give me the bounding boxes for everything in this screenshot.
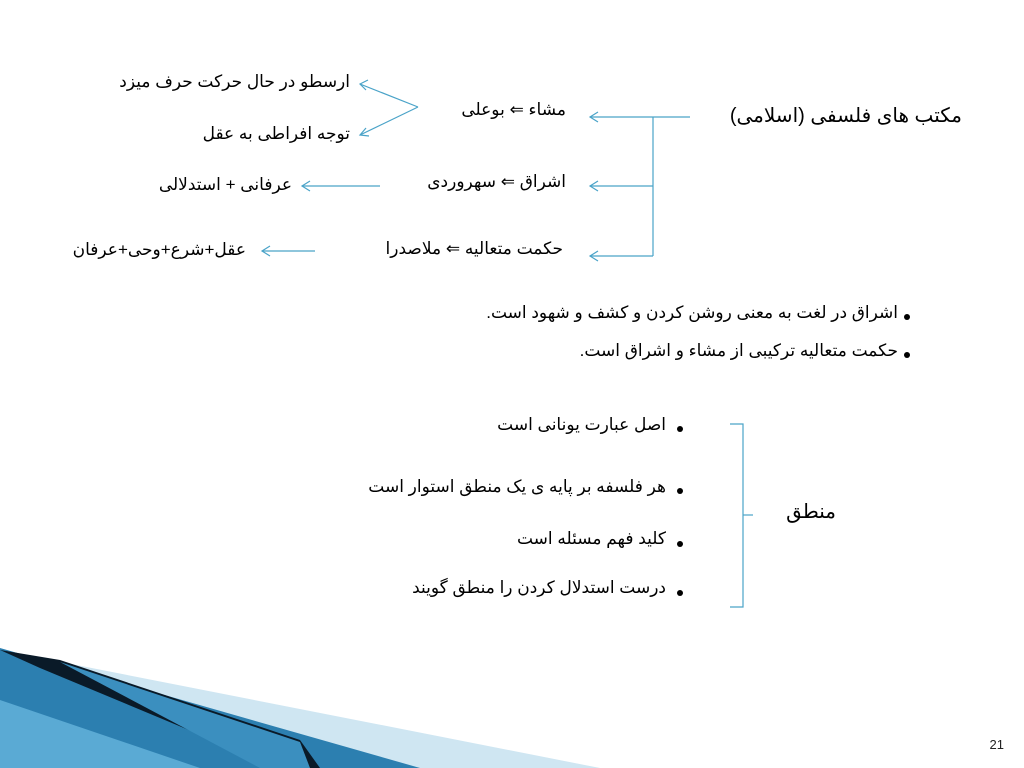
implies-arrow-icon: ⇐ — [500, 172, 515, 191]
mantiq-item-2: هر فلسفه بر پایه ی یک منطق استوار است — [368, 477, 666, 496]
decorative-wedge — [0, 648, 600, 768]
bullet-ishraq-definition: اشراق در لغت به معنی روشن کردن و کشف و شهود است. — [486, 303, 898, 322]
mantiq-item-3: کلید فهم مسئله است — [516, 529, 666, 548]
mantiq-item-1: اصل عبارت یونانی است — [497, 415, 666, 434]
masha-note-1: ارسطو در حال حرکت حرف میزد — [119, 72, 350, 91]
bullet-dot — [904, 352, 910, 358]
school-hekmat-person: ملاصدرا — [385, 239, 442, 258]
school-masha-label: مشاء — [528, 100, 566, 119]
school-ishraq — [427, 172, 566, 192]
school-masha — [461, 100, 566, 120]
school-hekmat — [386, 239, 563, 259]
mantiq-title: منطق — [786, 501, 836, 523]
page-number: 21 — [989, 737, 1004, 752]
implies-arrow-icon: ⇐ — [445, 239, 461, 258]
bullet-dot — [904, 314, 910, 320]
implies-arrow-icon: ⇐ — [509, 100, 524, 119]
masha-note-2: توجه افراطی به عقل — [202, 124, 350, 143]
school-ishraq-label: اشراق — [519, 172, 566, 191]
school-ishraq-person: سهروردی — [427, 172, 497, 191]
bullet-dot — [677, 590, 683, 596]
root-title: مکتب های فلسفی (اسلامی) — [729, 105, 962, 127]
hekmat-note: عقل+شرع+وحی+عرفان — [72, 240, 246, 259]
school-masha-person: بوعلی — [461, 100, 505, 119]
ishraq-note: عرفانی + استدلالی — [158, 175, 292, 194]
bullet-dot — [677, 488, 683, 494]
bullet-hekmat-definition: حکمت متعالیه ترکیبی از مشاء و اشراق است. — [579, 341, 898, 360]
bullet-dot — [677, 426, 683, 432]
school-hekmat-label: حکمت متعالیه — [464, 239, 563, 258]
bullet-dot — [677, 541, 683, 547]
mantiq-item-4: درست استدلال کردن را منطق گویند — [412, 578, 666, 597]
